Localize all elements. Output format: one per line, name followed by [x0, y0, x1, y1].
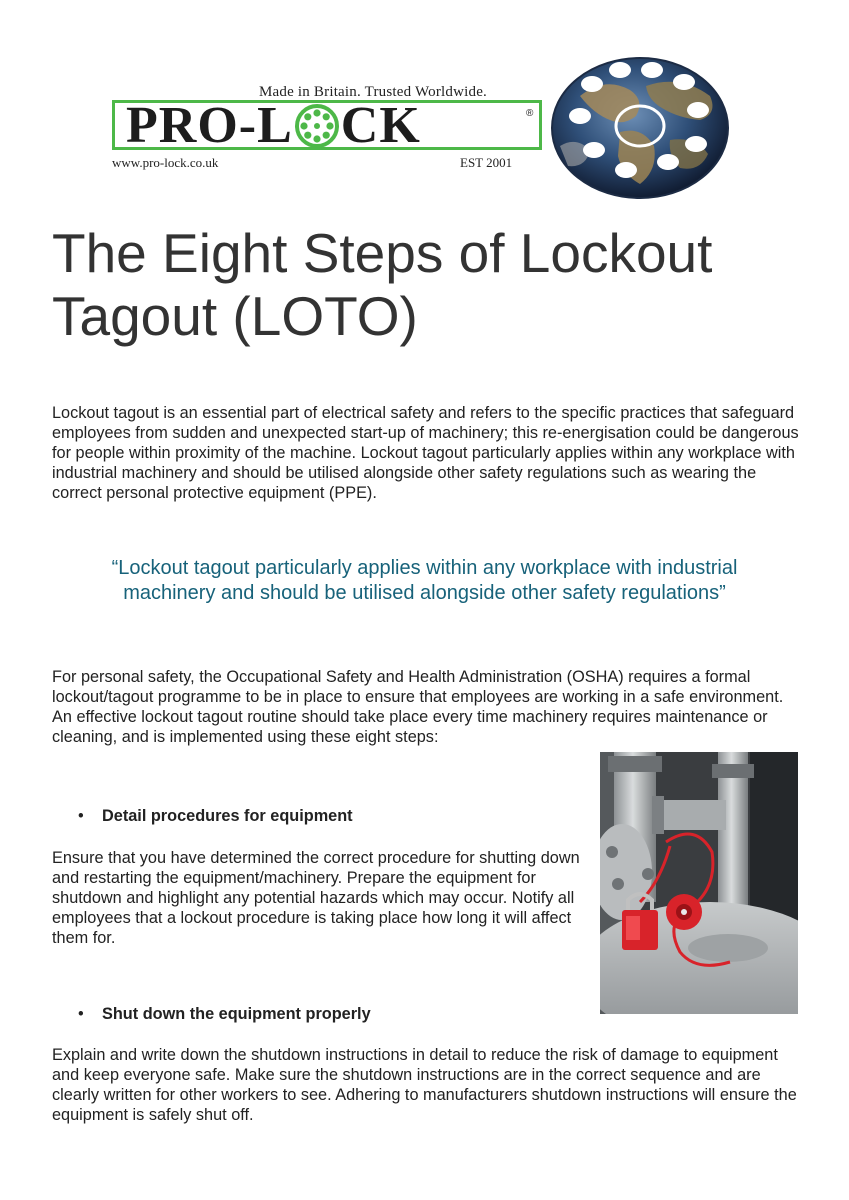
- bullet-marker: •: [78, 1005, 84, 1023]
- globe-lock-icon: [550, 56, 730, 201]
- brand-wordmark-start: PRO-L: [126, 97, 293, 154]
- step-heading-label: Detail procedures for equipment: [102, 807, 353, 825]
- intro-paragraph: Lockout tagout is an essential part of electrical safety and refers to the specific practices that safeguard employees from sudden and unexpected start-up of machinery; this re-energisation could be dangerous for people within proximity of the machine. Lockout tagout particularly applies within any workplace with industrial machinery and should be utilised alongside other safety regulations such as wearing the correct personal protective equipment (PPE).: [52, 404, 799, 502]
- step-heading-shut-down: [78, 1004, 371, 1024]
- website-url: www.pro-lock.co.uk: [112, 155, 219, 170]
- pull-quote: “Lockout tagout particularly applies within any workplace with industrial machinery and should be utilised alongside other safety regulations”: [111, 557, 738, 604]
- brand-logo: [112, 84, 552, 174]
- lock-dial-icon: [295, 104, 339, 148]
- registered-mark: ®: [526, 108, 534, 119]
- step-heading-detail-procedures: [78, 806, 353, 826]
- lockout-device-photo: [600, 752, 798, 1014]
- established-year: EST 2001: [460, 155, 513, 170]
- brand-wordmark: [126, 97, 421, 154]
- step-text-shut-down: Explain and write down the shutdown instructions in detail to reduce the risk of damage to equipment and keep everyone safe. Make sure the shutdown instructions are in the correct sequence and are clearly written for other workers to see. Adhering to manufacturers shutdown instructions will ensure the equipment is safely shut off.: [52, 1046, 797, 1124]
- step-heading-label: Shut down the equipment properly: [102, 1005, 371, 1023]
- brand-wordmark-end: CK: [340, 97, 421, 154]
- page-title: The Eight Steps of Lockout Tagout (LOTO): [52, 222, 713, 347]
- brand-tagline: Made in Britain. Trusted Worldwide.: [259, 84, 488, 100]
- bullet-marker: •: [78, 807, 84, 825]
- osha-paragraph: For personal safety, the Occupational Safety and Health Administration (OSHA) requires a formal lockout/tagout programme to be in place to ensure that employees are working in a safe environment. An effective lockout tagout routine should take place every time machinery requires maintenance or cleaning, and is implemented using these eight steps:: [52, 668, 784, 746]
- step-text-detail-procedures: Ensure that you have determined the correct procedure for shutting down and restarting the equipment/machinery. Prepare the equipment for shutdown and highlight any potential hazards which may occur. Notify all employees that a lockout procedure is taking place how long it will affect them for.: [52, 849, 580, 947]
